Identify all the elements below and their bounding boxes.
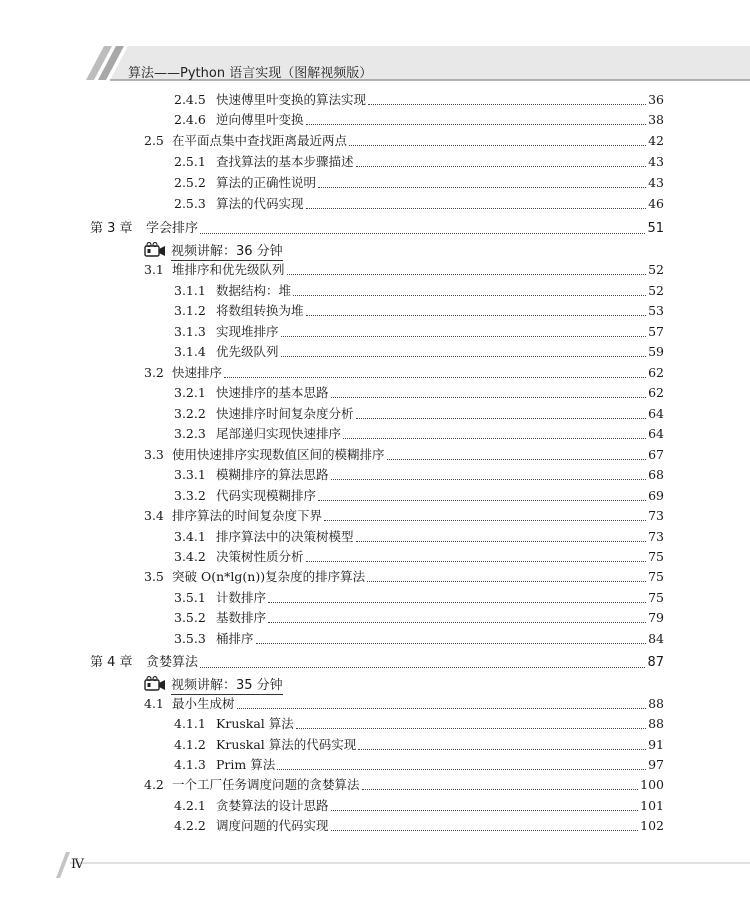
video-camera-icon [144, 242, 166, 258]
dot-leader [356, 166, 647, 167]
toc-entry-title: 突破 O(n*lg(n))复杂度的排序算法 [172, 569, 366, 584]
toc-entry-title: 贪婪算法 [146, 655, 199, 670]
toc-entry-number: 2.5.1 [174, 154, 206, 169]
video-camera-icon [144, 676, 166, 692]
video-lecture-label: 视频讲解：36 分钟 [171, 240, 283, 261]
toc-entry-page: 52 [648, 262, 664, 277]
toc-entry-number: 3.1 [144, 262, 164, 277]
toc-section-row[interactable] [144, 773, 664, 793]
toc-entry-number: 3.2.3 [174, 426, 206, 441]
video-lecture-note [144, 674, 283, 694]
toc-entry-number: 3.4.2 [174, 549, 206, 564]
toc-entry-title: 查找算法的基本步骤描述 [216, 154, 354, 169]
toc-entry-number: 3.1.3 [174, 324, 206, 339]
toc-section-row[interactable] [144, 565, 664, 585]
toc-entry-number: 2.5.3 [174, 196, 206, 211]
toc-entry-page: 42 [648, 133, 664, 148]
toc-entry-page: 102 [640, 818, 664, 833]
toc-entry-page: 64 [648, 406, 664, 421]
toc-entry-page: 43 [648, 154, 664, 169]
toc-entry-number: 3.1.4 [174, 344, 206, 359]
toc-subsection-row[interactable] [174, 150, 664, 170]
toc-entry-page: 46 [648, 196, 664, 211]
toc-subsection-row[interactable] [174, 88, 664, 108]
video-lecture-note [144, 240, 283, 260]
toc-section-row[interactable] [144, 258, 664, 278]
toc-entry-title: 优先级队列 [216, 344, 279, 359]
dot-leader [281, 336, 647, 337]
toc-entry-title: 实现堆排序 [216, 324, 279, 339]
toc-subsection-row[interactable] [174, 171, 664, 191]
toc-entry-title: 算法的正确性说明 [216, 175, 317, 190]
footer-stripe-decoration [0, 848, 750, 888]
toc-entry-number: 3.2 [144, 365, 164, 380]
toc-entry-title: 计数排序 [216, 590, 267, 605]
toc-entry-title: 基数排序 [216, 610, 267, 625]
dot-leader [224, 377, 646, 378]
toc-entry-number: 4.1.1 [174, 716, 206, 731]
toc-subsection-row[interactable] [174, 299, 664, 319]
toc-entry-page: 97 [648, 757, 664, 772]
toc-entry-page: 69 [648, 488, 664, 503]
toc-entry-number: 2.4.6 [174, 112, 206, 127]
toc-entry-number: 3.4 [144, 508, 164, 523]
toc-entry-page: 68 [648, 467, 664, 482]
toc-subsection-row[interactable] [174, 422, 664, 442]
toc-entry-title: 快速排序时间复杂度分析 [216, 406, 354, 421]
toc-entry-page: 38 [648, 112, 664, 127]
toc-entry-page: 73 [648, 529, 664, 544]
toc-entry-number: 3.3.2 [174, 488, 206, 503]
toc-entry-number: 3.5.1 [174, 590, 206, 605]
dot-leader [200, 233, 645, 234]
toc-entry-title: 尾部递归实现快速排序 [216, 426, 342, 441]
toc-entry-title: 模糊排序的算法思路 [216, 467, 329, 482]
toc-entry-title: 快速排序 [172, 365, 223, 380]
toc-entry-page: 59 [648, 344, 664, 359]
toc-section-row[interactable] [144, 129, 664, 149]
dot-leader [368, 104, 646, 105]
dot-leader [387, 459, 647, 460]
toc-entry-page: 75 [648, 549, 664, 564]
dot-leader [331, 830, 639, 831]
dot-leader [296, 728, 646, 729]
toc-entry-title: Prim 算法 [216, 757, 276, 772]
book-title: 算法——Python 语言实现（图解视频版） [128, 66, 373, 81]
toc-entry-number: 2.5.2 [174, 175, 206, 190]
dot-leader [306, 561, 647, 562]
toc-chapter-row[interactable] [90, 217, 664, 237]
toc-entry-page: 101 [640, 798, 664, 813]
toc-entry-page: 79 [648, 610, 664, 625]
toc-entry-page: 100 [640, 777, 664, 792]
toc-entry-title: 排序算法中的决策树模型 [216, 529, 354, 544]
dot-leader [268, 622, 646, 623]
dot-leader [306, 124, 647, 125]
toc-subsection-row[interactable] [174, 320, 664, 340]
toc-entry-number: 3.5 [144, 569, 164, 584]
toc-entry-number: 4.1.2 [174, 737, 206, 752]
toc-chapter-row[interactable] [90, 651, 664, 671]
dot-leader [256, 643, 647, 644]
dot-leader [268, 602, 646, 603]
toc-subsection-row[interactable] [174, 192, 664, 212]
toc-entry-page: 73 [648, 508, 664, 523]
dot-leader [356, 541, 647, 542]
dot-leader [367, 581, 646, 582]
toc-subsection-row[interactable] [174, 753, 664, 773]
toc-subsection-row[interactable] [174, 712, 664, 732]
page-number: Ⅳ [71, 857, 84, 872]
toc-entry-number: 3.2.2 [174, 406, 206, 421]
toc-entry-page: 64 [648, 426, 664, 441]
toc-entry-title: 在平面点集中查找距离最近两点 [172, 133, 348, 148]
toc-entry-page: 91 [648, 737, 664, 752]
toc-entry-title: 使用快速排序实现数值区间的模糊排序 [172, 447, 385, 462]
toc-subsection-row[interactable] [174, 463, 664, 483]
toc-entry-number: 3.2.1 [174, 385, 206, 400]
toc-entry-page: 88 [648, 716, 664, 731]
toc-subsection-row[interactable] [174, 525, 664, 545]
toc-subsection-row[interactable] [174, 794, 664, 814]
toc-entry-page: 53 [648, 303, 664, 318]
toc-entry-number: 2.5 [144, 133, 164, 148]
toc-entry-title: 学会排序 [146, 221, 199, 236]
toc-entry-page: 87 [647, 655, 664, 670]
toc-entry-title: 堆排序和优先级队列 [172, 262, 285, 277]
dot-leader [287, 274, 647, 275]
toc-subsection-row[interactable] [174, 108, 664, 128]
toc-subsection-row[interactable] [174, 381, 664, 401]
dot-leader [237, 708, 647, 709]
toc-subsection-row[interactable] [174, 402, 664, 422]
toc-entry-page: 52 [648, 283, 664, 298]
toc-entry-title: 决策树性质分析 [216, 549, 304, 564]
toc-entry-title: 将数组转换为堆 [216, 303, 304, 318]
dot-leader [331, 479, 647, 480]
toc-entry-page: 62 [648, 385, 664, 400]
toc-entry-page: 51 [647, 221, 664, 236]
toc-entry-title: 调度问题的代码实现 [216, 818, 329, 833]
toc-subsection-row[interactable] [174, 545, 664, 565]
toc-entry-page: 36 [648, 92, 664, 107]
toc-entry-number: 3.1.2 [174, 303, 206, 318]
toc-subsection-row[interactable] [174, 586, 664, 606]
toc-entry-title: 快速排序的基本思路 [216, 385, 329, 400]
dot-leader [331, 810, 639, 811]
toc-entry-title: 代码实现模糊排序 [216, 488, 317, 503]
toc-entry-title: 一个工厂任务调度问题的贪婪算法 [172, 777, 360, 792]
toc-entry-page: 84 [648, 631, 664, 646]
toc-entry-number: 4.1.3 [174, 757, 206, 772]
page-footer [0, 848, 750, 888]
dot-leader [362, 789, 639, 790]
toc-entry-title: 排序算法的时间复杂度下界 [172, 508, 323, 523]
toc-entry-number: 4.1 [144, 696, 164, 711]
dot-leader [200, 667, 645, 668]
toc-entry-number: 3.3 [144, 447, 164, 462]
video-lecture-label: 视频讲解：35 分钟 [171, 674, 283, 695]
toc-subsection-row[interactable] [174, 340, 664, 360]
toc-entry-title: 贪婪算法的设计思路 [216, 798, 329, 813]
toc-section-row[interactable] [144, 361, 664, 381]
toc-entry-title: 算法的代码实现 [216, 196, 304, 211]
toc-entry-number: 4.2.1 [174, 798, 206, 813]
toc-entry-title: Kruskal 算法的代码实现 [216, 737, 357, 752]
toc-entry-title: Kruskal 算法 [216, 716, 294, 731]
toc-subsection-row[interactable] [174, 733, 664, 753]
toc-entry-page: 43 [648, 175, 664, 190]
toc-entry-number: 4.2.2 [174, 818, 206, 833]
dot-leader [306, 315, 647, 316]
toc-entry-title: 桶排序 [216, 631, 254, 646]
dot-leader [281, 356, 647, 357]
toc-entry-page: 88 [648, 696, 664, 711]
dot-leader [277, 769, 646, 770]
dot-leader [349, 145, 646, 146]
toc-entry-page: 62 [648, 365, 664, 380]
toc-section-row[interactable] [144, 443, 664, 463]
dot-leader [358, 749, 646, 750]
toc-entry-number: 3.5.3 [174, 631, 206, 646]
toc-subsection-row[interactable] [174, 279, 664, 299]
toc-subsection-row[interactable] [174, 606, 664, 626]
toc-entry-title: 最小生成树 [172, 696, 235, 711]
dot-leader [318, 500, 646, 501]
toc-section-row[interactable] [144, 504, 664, 524]
toc-entry-page: 75 [648, 590, 664, 605]
toc-subsection-row[interactable] [174, 627, 664, 647]
toc-section-row[interactable] [144, 692, 664, 712]
dot-leader [343, 438, 646, 439]
dot-leader [356, 418, 647, 419]
toc-entry-number: 3.3.1 [174, 467, 206, 482]
toc-entry-title: 快速傅里叶变换的算法实现 [216, 92, 367, 107]
toc-entry-number: 3.1.1 [174, 283, 206, 298]
toc-entry-number: 3.5.2 [174, 610, 206, 625]
toc-entry-title: 数据结构：堆 [216, 283, 292, 298]
toc-entry-number: 2.4.5 [174, 92, 206, 107]
toc-subsection-row[interactable] [174, 484, 664, 504]
toc-entry-page: 57 [648, 324, 664, 339]
toc-entry-page: 75 [648, 569, 664, 584]
dot-leader [331, 397, 647, 398]
toc-entry-title: 逆向傅里叶变换 [216, 112, 304, 127]
toc-entry-number: 第 3 章 [90, 221, 133, 236]
dot-leader [318, 187, 646, 188]
toc-entry-number: 4.2 [144, 777, 164, 792]
dot-leader [293, 295, 646, 296]
toc-entry-page: 67 [648, 447, 664, 462]
dot-leader [324, 520, 646, 521]
toc-entry-number: 3.4.1 [174, 529, 206, 544]
dot-leader [306, 208, 647, 209]
toc-entry-number: 第 4 章 [90, 655, 133, 670]
toc-subsection-row[interactable] [174, 814, 664, 834]
